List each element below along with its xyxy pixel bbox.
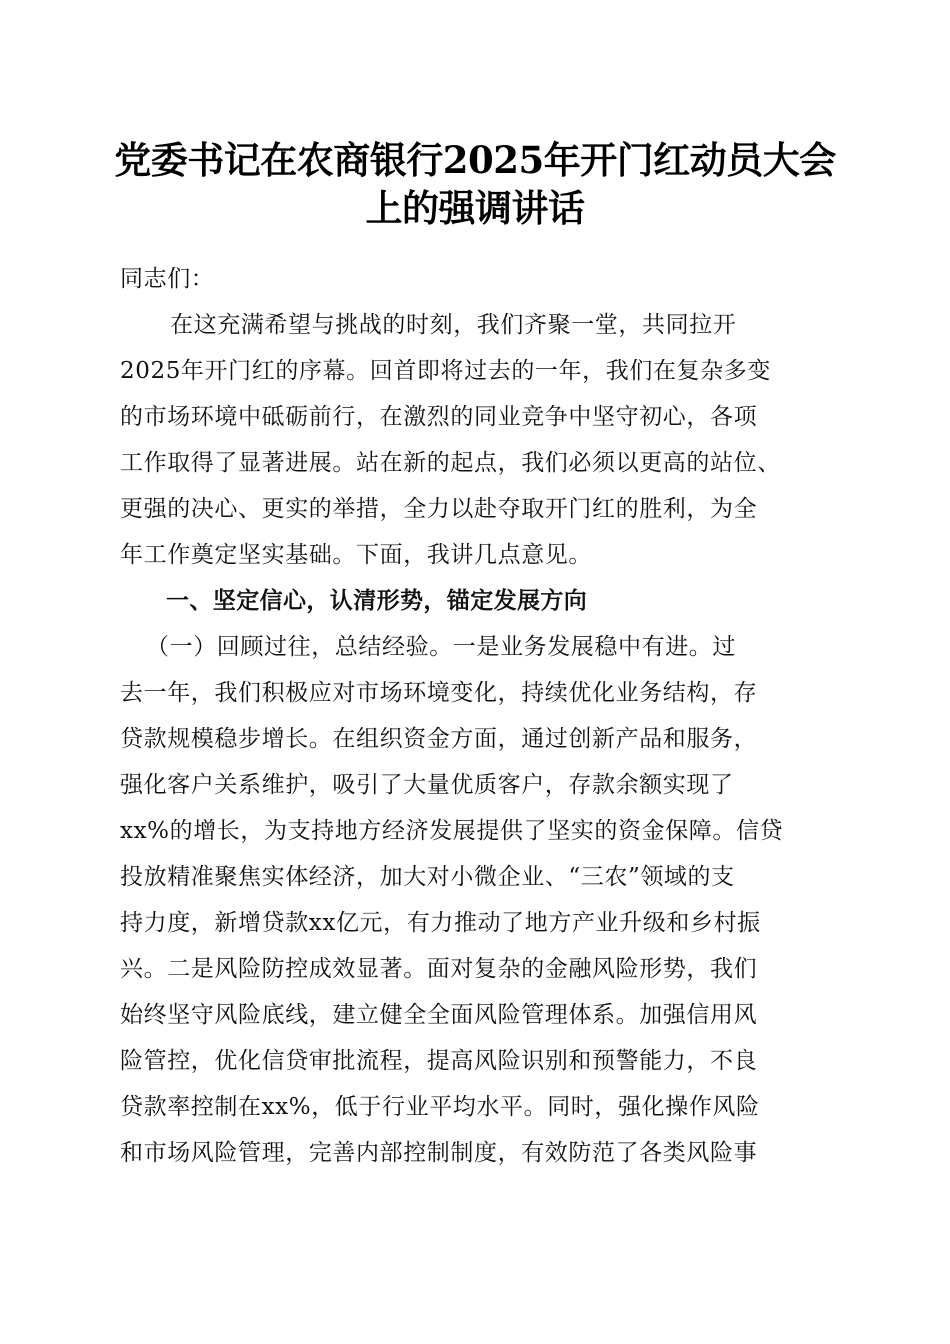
paragraph-line: 投放精准聚焦实体经济，加大对小微企业、“三农”领域的支 [120,864,735,890]
paragraph-line: xx%的增长，为支持地方经济发展提供了坚实的资金保障。信贷 [120,818,784,844]
document-title [100,136,850,232]
paragraph-line: （一）回顾过往，总结经验。一是业务发展稳中有进。过 [146,634,736,660]
document-body [120,256,840,1176]
paragraph-line: 2025年开门红的序幕。回首即将过去的一年，我们在复杂多变 [120,358,771,384]
paragraph-line: 贷款规模稳步增长。在组织资金方面，通过创新产品和服务， [120,726,758,752]
paragraph-line: 始终坚守风险底线，建立健全全面风险管理体系。加强信用风 [120,1002,758,1028]
paragraph-line: 贷款率控制在xx%，低于行业平均水平。同时，强化操作风险 [120,1094,760,1120]
paragraph-line: 险管控，优化信贷审批流程，提高风险识别和预警能力，不良 [120,1048,758,1074]
paragraph-line: 和市场风险管理，完善内部控制制度，有效防范了各类风险事 [120,1140,758,1166]
paragraph-line: 年工作奠定坚实基础。下面，我讲几点意见。 [120,542,592,568]
paragraph-line: 持力度，新增贷款xx亿元，有力推动了地方产业升级和乡村振 [120,910,761,936]
section-heading: 一、坚定信心，认清形势，锚定发展方向 [166,587,588,614]
paragraph-line: 工作取得了显著进展。站在新的起点，我们必须以更高的站位、 [120,450,781,476]
paragraph-line: 更强的决心、更实的举措，全力以赴夺取开门红的胜利，为全 [120,496,758,522]
salutation: 同志们： [120,266,215,292]
paragraph-line: 在这充满希望与挑战的时刻，我们齐聚一堂，共同拉开 [170,312,737,338]
paragraph-line: 去一年，我们积极应对市场环境变化，持续优化业务结构，存 [120,680,758,706]
title-line-2: 上的强调讲话 [365,186,585,230]
paragraph-line: 强化客户关系维护，吸引了大量优质客户，存款余额实现了 [120,772,734,798]
title-line-1: 党委书记在农商银行2025年开门红动员大会 [114,138,836,182]
paragraph-line: 兴。二是风险防控成效显著。面对复杂的金融风险形势，我们 [120,956,758,982]
paragraph-line: 的市场环境中砥砺前行，在激烈的同业竞争中坚守初心，各项 [120,404,758,430]
